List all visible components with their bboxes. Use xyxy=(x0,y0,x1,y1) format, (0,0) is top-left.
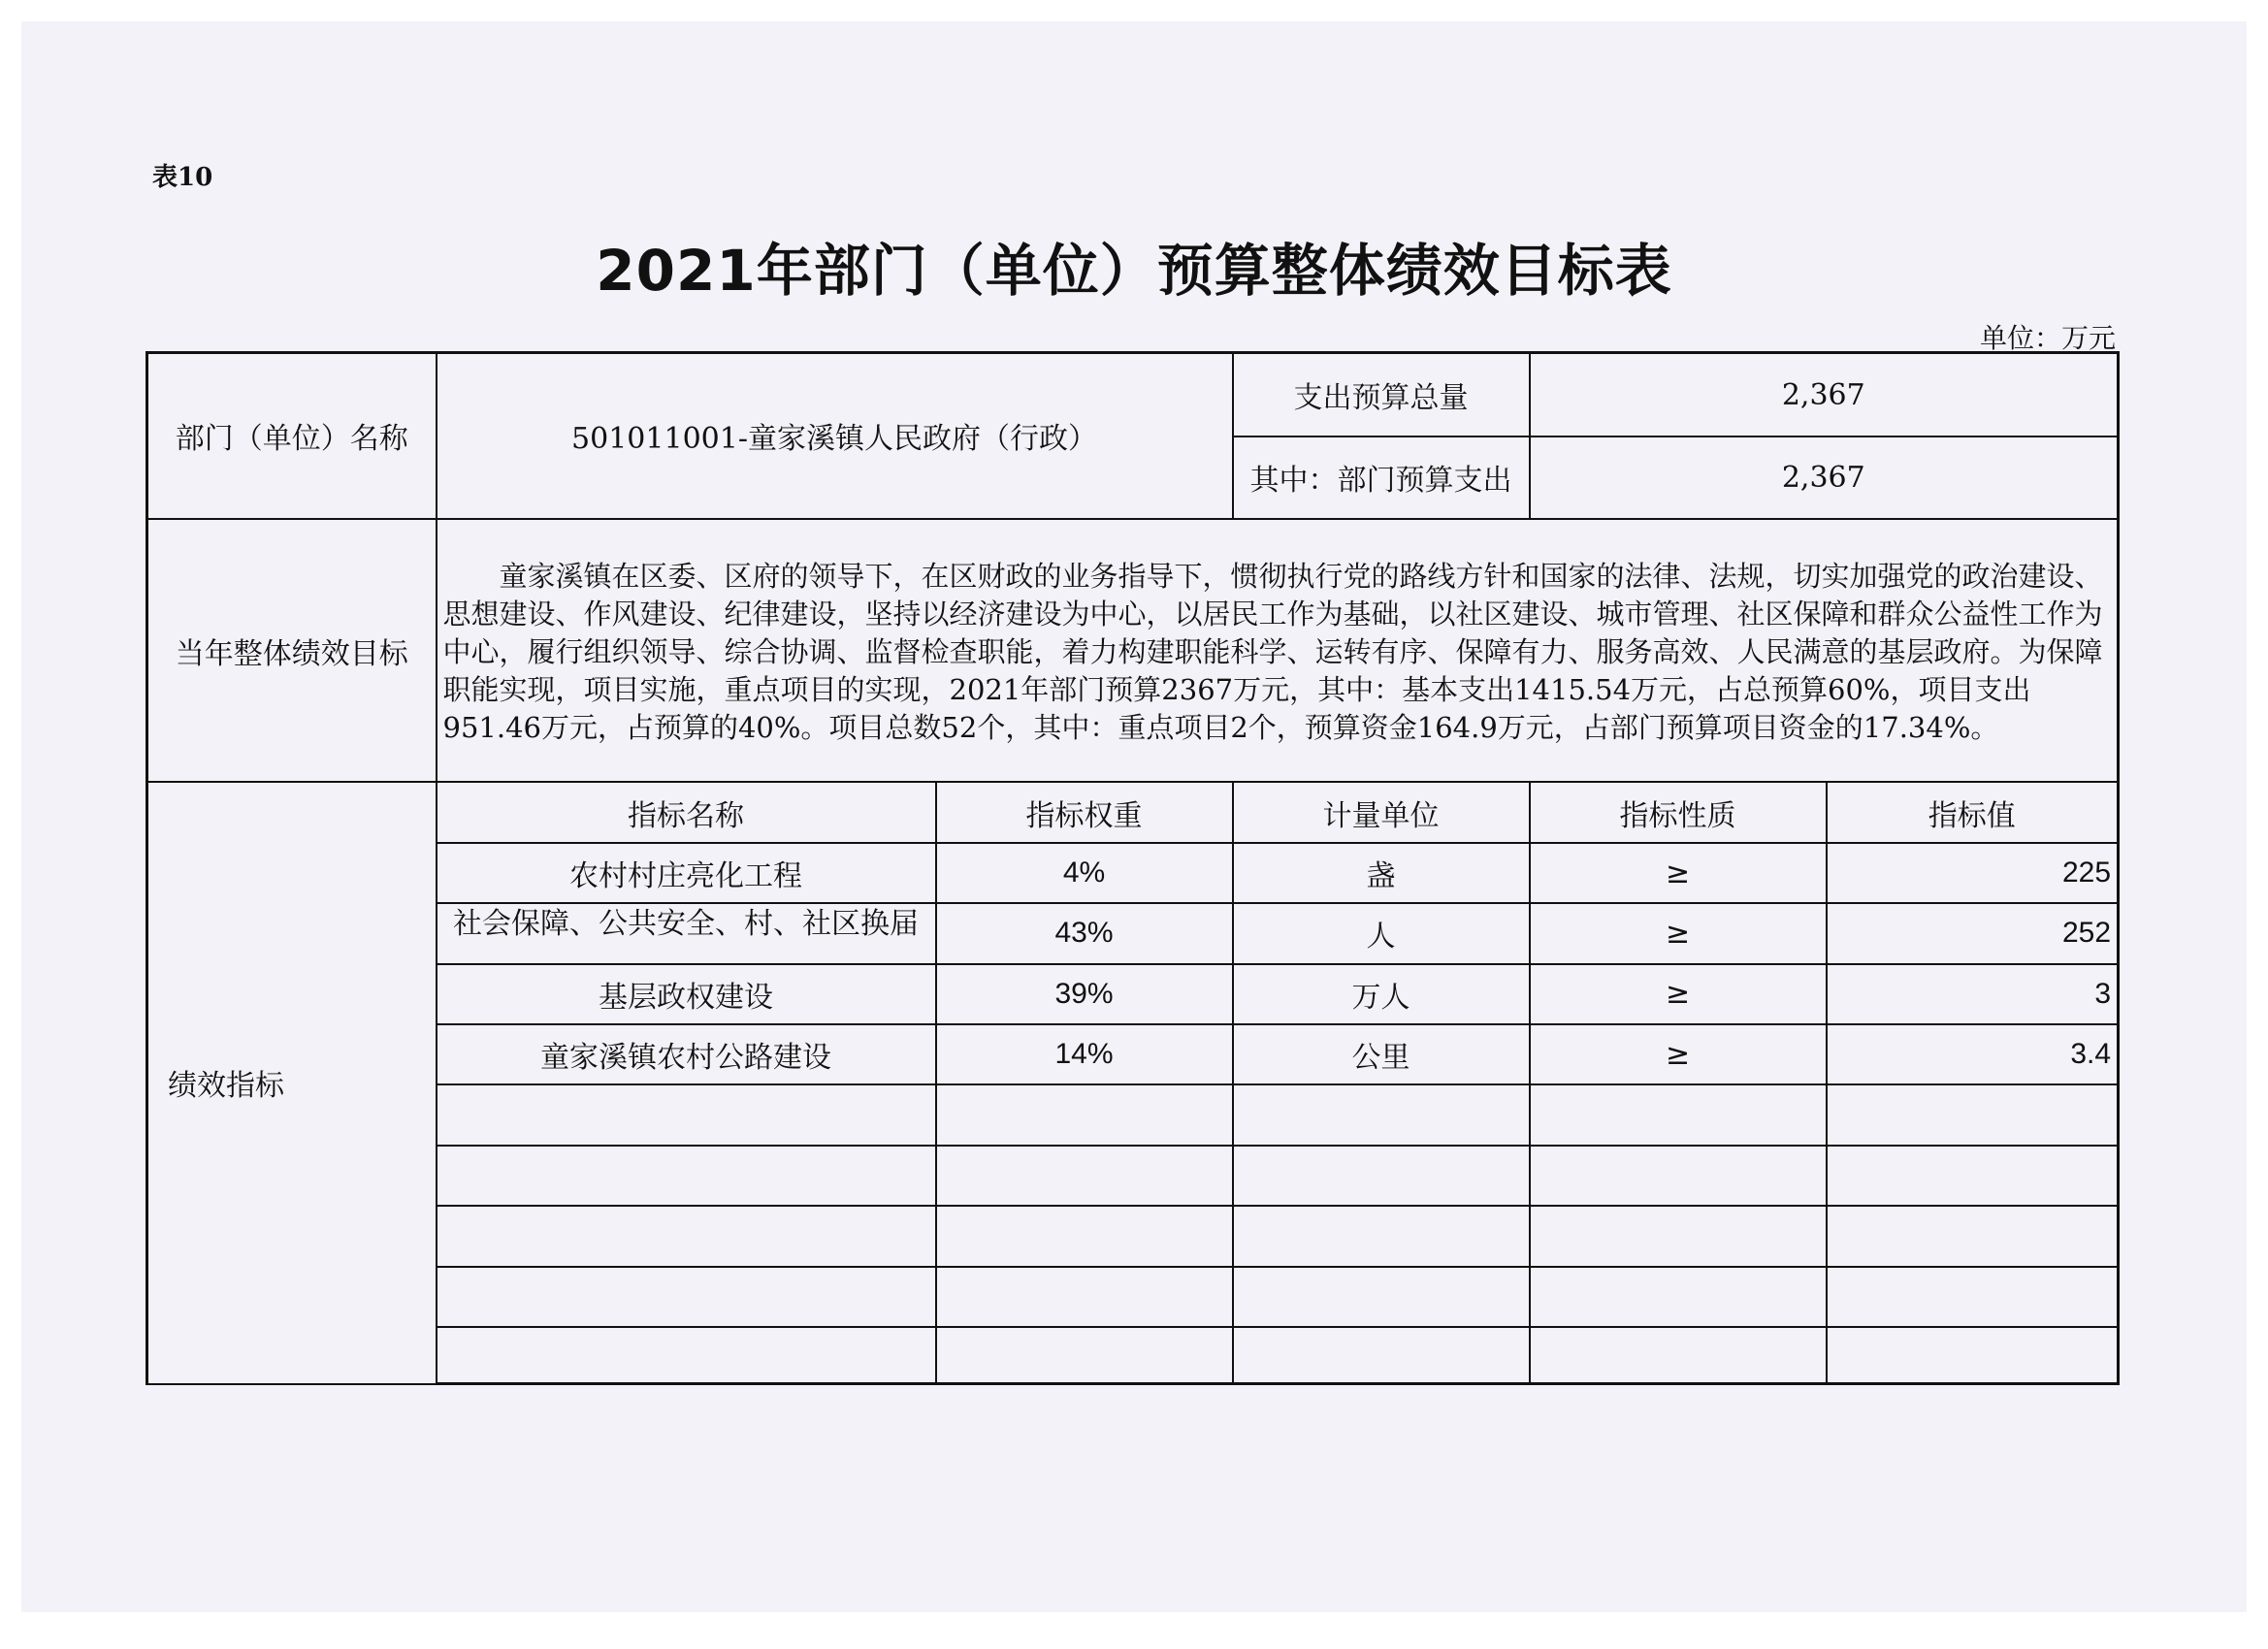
indicator-unit: 公里 xyxy=(1233,1024,1530,1084)
empty-cell xyxy=(936,1146,1233,1206)
empty-cell xyxy=(1530,1206,1827,1266)
table-row xyxy=(147,843,2119,903)
empty-cell xyxy=(1233,1267,1530,1327)
header-indicator-value: 指标值 xyxy=(1827,782,2119,842)
indicator-unit: 万人 xyxy=(1233,964,1530,1024)
empty-row xyxy=(147,1267,2119,1327)
unit-note: 单位：万元 xyxy=(1979,322,2116,354)
indicator-name: 基层政权建设 xyxy=(437,964,936,1024)
empty-cell xyxy=(936,1084,1233,1145)
header-indicator-weight: 指标权重 xyxy=(936,782,1233,842)
empty-cell xyxy=(1530,1327,1827,1383)
empty-row xyxy=(147,1206,2119,1266)
indicator-name: 童家溪镇农村公路建设 xyxy=(437,1024,936,1084)
indicator-name-cell xyxy=(437,903,936,963)
empty-cell xyxy=(1530,1146,1827,1206)
empty-cell xyxy=(936,1327,1233,1383)
indicator-weight: 4% xyxy=(936,843,1233,903)
empty-cell xyxy=(936,1267,1233,1327)
dept-name-value: 501011001-童家溪镇人民政府（行政） xyxy=(437,353,1233,519)
empty-cell xyxy=(1530,1267,1827,1327)
empty-cell xyxy=(1827,1146,2119,1206)
indicator-name: 农村村庄亮化工程 xyxy=(437,843,936,903)
empty-cell xyxy=(1827,1267,2119,1327)
indicator-value: 252 xyxy=(1827,903,2119,963)
indicator-nature: ≥ xyxy=(1530,964,1827,1024)
empty-row xyxy=(147,1327,2119,1383)
document-title: 2021年部门（单位）预算整体绩效目标表 xyxy=(596,238,1672,304)
indicator-weight: 43% xyxy=(936,903,1233,963)
budget-dept-value: 2,367 xyxy=(1530,436,2119,519)
table-row xyxy=(147,964,2119,1024)
empty-cell xyxy=(437,1146,936,1206)
indicator-weight: 39% xyxy=(936,964,1233,1024)
performance-goal-table xyxy=(146,351,2120,1385)
empty-cell xyxy=(1827,1327,2119,1383)
empty-cell xyxy=(437,1084,936,1145)
indicator-nature: ≥ xyxy=(1530,1024,1827,1084)
indicator-nature: ≥ xyxy=(1530,843,1827,903)
goal-label: 当年整体绩效目标 xyxy=(147,519,437,783)
header-indicator-nature: 指标性质 xyxy=(1530,782,1827,842)
empty-cell xyxy=(1827,1206,2119,1266)
indicator-weight: 14% xyxy=(936,1024,1233,1084)
empty-row xyxy=(147,1084,2119,1145)
document-page xyxy=(21,21,2247,1612)
budget-dept-label: 其中：部门预算支出 xyxy=(1233,436,1530,519)
table-number: 表10 xyxy=(152,163,213,192)
empty-row xyxy=(147,1146,2119,1206)
empty-cell xyxy=(1827,1084,2119,1145)
empty-cell xyxy=(936,1206,1233,1266)
goal-text: 童家溪镇在区委、区府的领导下，在区财政的业务指导下，惯彻执行党的路线方针和国家的法律、法规，切实加强党的政治建设、思想建设、作风建设、纪律建设，坚持以经济建设为中心，以居民工作为基础，以社区建设、城市管理、社区保障和群众公益性工作为中心，履行组织领导、综合协调、监督检查职能，着力构建职能科学、运转有序、保障有力、服务高效、人民满意的基层政府。为保障职能实现，项目实施，重点项目的实现，2021年部门预算2367万元，其中：基本支出1415.54万元，占总预算60%，项目支出951.46万元，占预算的40%。项目总数52个，其中：重点项目2个，预算资金164.9万元，占部门预算项目资金的17.34%。 xyxy=(437,519,2119,783)
empty-cell xyxy=(437,1327,936,1383)
dept-name-label: 部门（单位）名称 xyxy=(147,353,437,519)
indicator-value: 3.4 xyxy=(1827,1024,2119,1084)
empty-cell xyxy=(1233,1327,1530,1383)
budget-total-label: 支出预算总量 xyxy=(1233,353,1530,437)
table-row xyxy=(147,1024,2119,1084)
empty-cell xyxy=(1233,1084,1530,1145)
indicator-value: 3 xyxy=(1827,964,2119,1024)
empty-cell xyxy=(1233,1206,1530,1266)
indicator-nature: ≥ xyxy=(1530,903,1827,963)
indicator-value: 225 xyxy=(1827,843,2119,903)
budget-total-value: 2,367 xyxy=(1530,353,2119,437)
empty-cell xyxy=(1530,1084,1827,1145)
empty-cell xyxy=(437,1267,936,1327)
indicator-unit: 盏 xyxy=(1233,843,1530,903)
indicator-unit: 人 xyxy=(1233,903,1530,963)
header-indicator-name: 指标名称 xyxy=(437,782,936,842)
empty-cell xyxy=(1233,1146,1530,1206)
table-row xyxy=(147,903,2119,963)
indicators-label: 绩效指标 xyxy=(147,782,437,1383)
header-measure-unit: 计量单位 xyxy=(1233,782,1530,842)
indicator-name: 社会保障、公共安全、村、社区换届 xyxy=(453,907,919,942)
empty-cell xyxy=(437,1206,936,1266)
